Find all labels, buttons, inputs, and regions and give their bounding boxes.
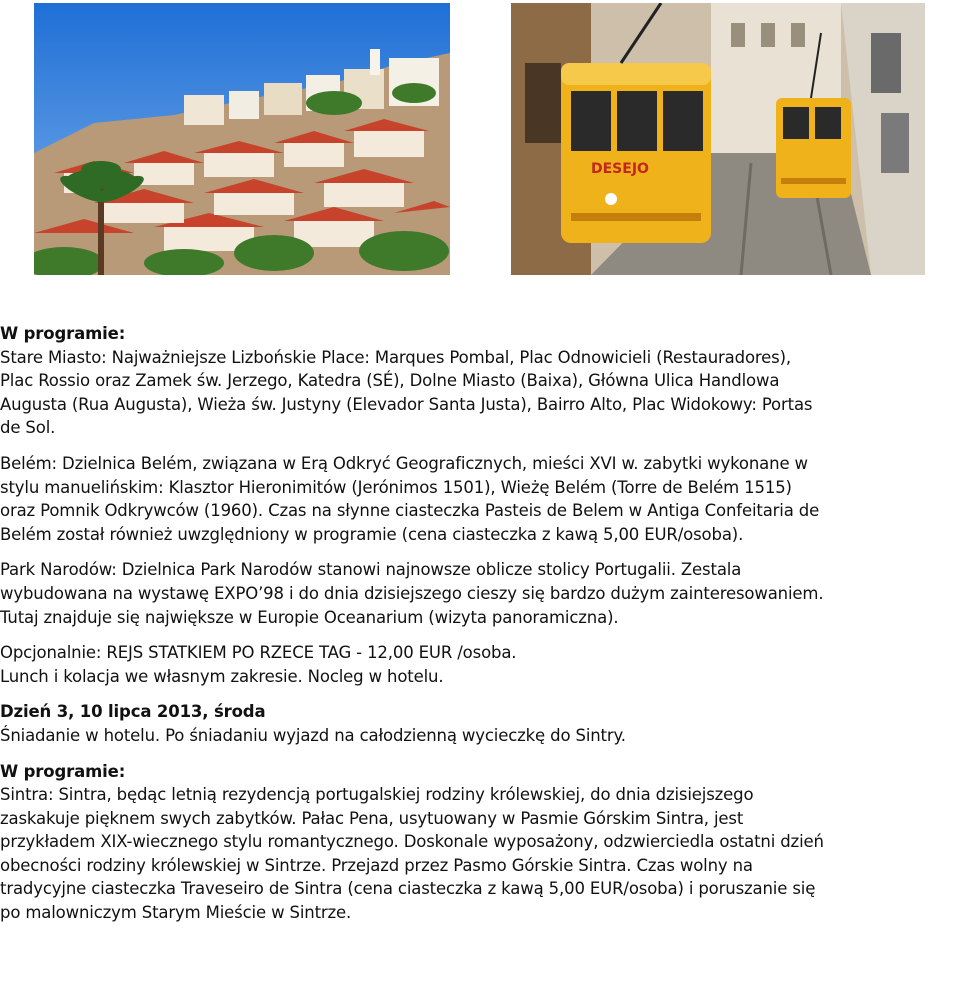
program-heading-2: W programie: bbox=[0, 761, 126, 781]
park-line-3: Tutaj znajduje się największe w Europie Oceanarium (wizyta panoramiczna). bbox=[0, 607, 619, 627]
sintra-line-3: przykładem XIX-wiecznego stylu romantycznego. Doskonale wyposażony, odzwierciedla ostatni dzień bbox=[0, 832, 824, 852]
day3-breakfast: Śniadanie w hotelu. Po śniadaniu wyjazd na całodzienną wycieczkę do Sintry. bbox=[0, 725, 626, 745]
old-town-line-4: de Sol. bbox=[0, 418, 56, 438]
optional-line-2: Lunch i kolacja we własnym zakresie. Nocleg w hotelu. bbox=[0, 666, 444, 686]
belem-line-1: Belém: Dzielnica Belém, związana w Erą Odkryć Geograficznych, mieści XVI w. zabytki wykonane w bbox=[0, 453, 808, 473]
yellow-tram-photo bbox=[511, 3, 925, 275]
paragraph-gap bbox=[0, 688, 960, 700]
park-line-2: wybudowana na wystawę EXPO’98 i do dnia dzisiejszego cieszy się bardzo dużym zainteresowaniem. bbox=[0, 583, 824, 603]
belem-line-3: oraz Pomnik Odkrywców (1960). Czas na słynne ciasteczka Pasteis de Belem w Antiga Confeitaria de bbox=[0, 501, 820, 521]
optional-line-1: Opcjonalnie: REJS STATKIEM PO RZECE TAG - 12,00 EUR /osoba. bbox=[0, 643, 517, 663]
park-line-1: Park Narodów: Dzielnica Park Narodów stanowi najnowsze oblicze stolicy Portugalii. Zestala bbox=[0, 560, 742, 580]
belem-line-4: Belém został również uwzględniony w programie (cena ciasteczka z kawą 5,00 EUR/osoba). bbox=[0, 524, 744, 544]
sintra-line-4: obecności rodziny królewskiej w Sintrze. Przejazd przez Pasmo Górskie Sintra. Czas wolny na bbox=[0, 855, 753, 875]
lisbon-hillside-photo bbox=[34, 3, 450, 275]
paragraph-gap bbox=[0, 546, 960, 558]
program-heading: W programie: bbox=[0, 324, 126, 343]
paragraph-gap bbox=[0, 748, 960, 760]
day3-heading: Dzień 3, 10 lipca 2013, środa bbox=[0, 702, 266, 722]
old-town-line-1: Stare Miasto: Najważniejsze Lizbońskie Place: Marques Pombal, Plac Odnowicieli (Restauradores), bbox=[0, 347, 792, 367]
old-town-line-2: Plac Rossio oraz Zamek św. Jerzego, Katedra (SÉ), Dolne Miasto (Baixa), Główna Ulica Handlowa bbox=[0, 371, 780, 391]
tram-sign: DESEJO bbox=[591, 161, 649, 177]
sintra-line-5: tradycyjne ciasteczka Traveseiro de Sintra (cena ciasteczka z kawą 5,00 EUR/osoba) i poruszanie się bbox=[0, 879, 816, 899]
sintra-line-6: po malowniczym Starym Mieście w Sintrze. bbox=[0, 903, 352, 923]
paragraph-gap bbox=[0, 440, 960, 452]
sintra-line-2: zaskakuje pięknem swych zabytków. Pałac Pena, usytuowany w Pasmie Górskim Sintra, jest bbox=[0, 808, 744, 828]
paragraph-gap bbox=[0, 629, 960, 641]
sintra-line-1: Sintra: Sintra, będąc letnią rezydencją portugalskiej rodziny królewskiej, do dnia dzisiejszego bbox=[0, 785, 754, 805]
belem-line-2: stylu manuelińskim: Klasztor Hieronimitów (Jerónimos 1501), Wieżę Belém (Torre de Belém 1515) bbox=[0, 477, 792, 497]
program-text bbox=[0, 322, 960, 925]
old-town-line-3: Augusta (Rua Augusta), Wieża św. Justyny (Elevador Santa Justa), Bairro Alto, Plac Widokowy: Portas bbox=[0, 394, 813, 414]
